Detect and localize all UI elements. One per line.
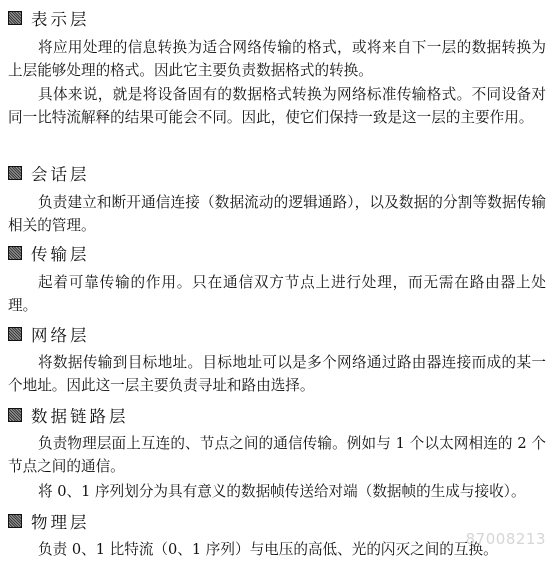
square-bullet-icon: [8, 246, 22, 260]
paragraph: 将数据传输到目标地址。目标地址可以是多个网络通过路由器连接而成的某一个地址。因此这一层主要负责寻址和路由选择。: [8, 354, 546, 394]
heading-text: 物理层: [31, 513, 90, 532]
section-heading-physical-layer: [8, 509, 90, 533]
section-heading-network-layer: [8, 322, 90, 346]
square-bullet-icon: [8, 166, 22, 180]
heading-text: 网络层: [31, 326, 90, 345]
paragraph: 起着可靠传输的作用。只在通信双方节点上进行处理，而无需在路由器上处理。: [8, 274, 546, 314]
section-heading-session-layer: [8, 161, 90, 185]
paragraph: 负责建立和断开通信连接（数据流动的逻辑通路），以及数据的分割等数据传输相关的管理。: [8, 194, 546, 234]
heading-text: 会话层: [31, 165, 90, 184]
square-bullet-icon: [8, 11, 22, 25]
heading-text: 传输层: [31, 245, 90, 264]
heading-text: 数据链路层: [31, 407, 129, 426]
watermark: 87008213: [465, 530, 546, 548]
section-heading-presentation-layer: [8, 6, 90, 30]
section-heading-data-link-layer: [8, 403, 129, 427]
paragraph: 将 0、1 序列划分为具有意义的数据帧传送给对端（数据帧的生成与接收）。: [38, 483, 526, 500]
section-heading-transport-layer: [8, 241, 90, 265]
paragraph: 具体来说，就是将设备固有的数据格式转换为网络标准传输格式。不同设备对同一比特流解释的结果可能会不同。因此，使它们保持一致是这一层的主要作用。: [8, 86, 546, 126]
paragraph: 将应用处理的信息转换为适合网络传输的格式，或将来自下一层的数据转换为上层能够处理的格式。因此它主要负责数据格式的转换。: [8, 39, 546, 79]
paragraph: 负责 0、1 比特流（0、1 序列）与电压的高低、光的闪灭之间的互换。: [38, 541, 498, 558]
heading-text: 表示层: [31, 10, 90, 29]
square-bullet-icon: [8, 408, 22, 422]
square-bullet-icon: [8, 514, 22, 528]
paragraph: 负责物理层面上互连的、节点之间的通信传输。例如与 1 个以太网相连的 2 个节点之间的通信。: [8, 435, 546, 475]
square-bullet-icon: [8, 327, 22, 341]
